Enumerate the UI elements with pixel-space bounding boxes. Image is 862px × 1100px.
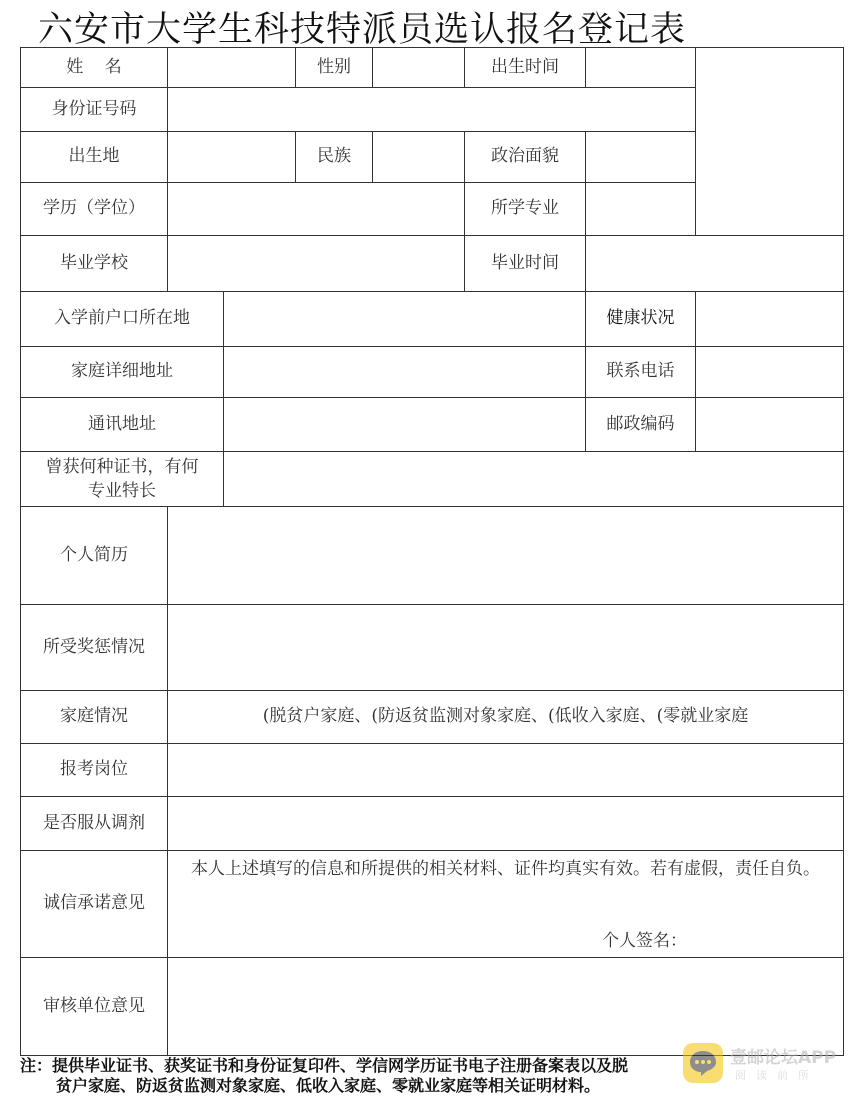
field-graduation-date[interactable] [586,236,844,292]
field-ethnicity[interactable] [373,132,465,183]
label-birth-date: 出生时间 [465,48,586,88]
field-phone[interactable] [696,347,844,398]
label-applied-position: 报考岗位 [21,744,168,797]
label-graduation-date: 毕业时间 [465,236,586,292]
label-awards: 所受奖惩情况 [21,605,168,691]
chat-bubble-icon [683,1043,723,1083]
pledge-text: 本人上述填写的信息和所提供的相关材料、证件均真实有效。若有虚假，责任自负。 [191,859,820,879]
photo-box[interactable] [696,48,844,236]
label-name: 姓 名 [21,48,168,88]
field-home-address[interactable] [224,347,586,398]
watermark-name: 壹邮论坛APP [730,1048,837,1068]
signature-label: 个人签名： [602,930,687,951]
label-postal-code: 邮政编码 [586,398,696,452]
field-id-number[interactable] [168,88,696,132]
field-political-status[interactable] [586,132,696,183]
label-gender: 性别 [296,48,373,88]
label-resume: 个人简历 [21,507,168,605]
integrity-pledge-cell[interactable] [168,851,844,958]
label-certificates [21,452,224,507]
field-resume[interactable] [168,507,844,605]
label-ethnicity: 民族 [296,132,373,183]
field-name[interactable] [168,48,296,88]
app-watermark [683,1043,858,1088]
label-major: 所学专业 [465,183,586,236]
field-mailing-address[interactable] [224,398,586,452]
field-certificates[interactable] [224,452,844,507]
label-integrity-pledge: 诚信承诺意见 [21,851,168,958]
watermark-sub: 阅读前所 [735,1069,819,1082]
footnote-line1: 注：提供毕业证书、获奖证书和身份证复印件、学信网学历证书电子注册备案表以及脱 [20,1056,629,1075]
field-birthplace[interactable] [168,132,296,183]
label-home-address: 家庭详细地址 [21,347,224,398]
family-situation-options[interactable]: (脱贫户家庭、(防返贫监测对象家庭、(低收入家庭、(零就业家庭 [168,691,844,744]
label-health-status: 健康状况 [586,292,696,347]
label-family-situation: 家庭情况 [21,691,168,744]
label-mailing-address: 通讯地址 [21,398,224,452]
field-gender[interactable] [373,48,465,88]
label-education: 学历（学位） [21,183,168,236]
label-political-status: 政治面貌 [465,132,586,183]
label-certificates-line1: 曾获何种证书，有何 [45,457,199,477]
label-accept-adjustment: 是否服从调剂 [21,797,168,851]
label-birthplace: 出生地 [21,132,168,183]
label-id-number: 身份证号码 [21,88,168,132]
label-hukou: 入学前户口所在地 [21,292,224,347]
footnote-line2: 贫户家庭、防返贫监测对象家庭、低收入家庭、零就业家庭等相关证明材料。 [56,1076,601,1095]
label-review-opinion: 审核单位意见 [21,958,168,1056]
field-postal-code[interactable] [696,398,844,452]
label-certificates-line2: 专业特长 [88,481,156,501]
field-graduation-school[interactable] [168,236,465,292]
label-phone: 联系电话 [586,347,696,398]
form-title: 六安市大学生科技特派员选认报名登记表 [38,10,687,50]
field-major[interactable] [586,183,696,236]
field-birth-date[interactable] [586,48,696,88]
field-review-opinion[interactable] [168,958,844,1056]
field-health-status[interactable] [696,292,844,347]
field-hukou[interactable] [224,292,586,347]
registration-form-table [20,47,844,1056]
field-education[interactable] [168,183,465,236]
field-accept-adjustment[interactable] [168,797,844,851]
field-applied-position[interactable] [168,744,844,797]
field-awards[interactable] [168,605,844,691]
label-graduation-school: 毕业学校 [21,236,168,292]
